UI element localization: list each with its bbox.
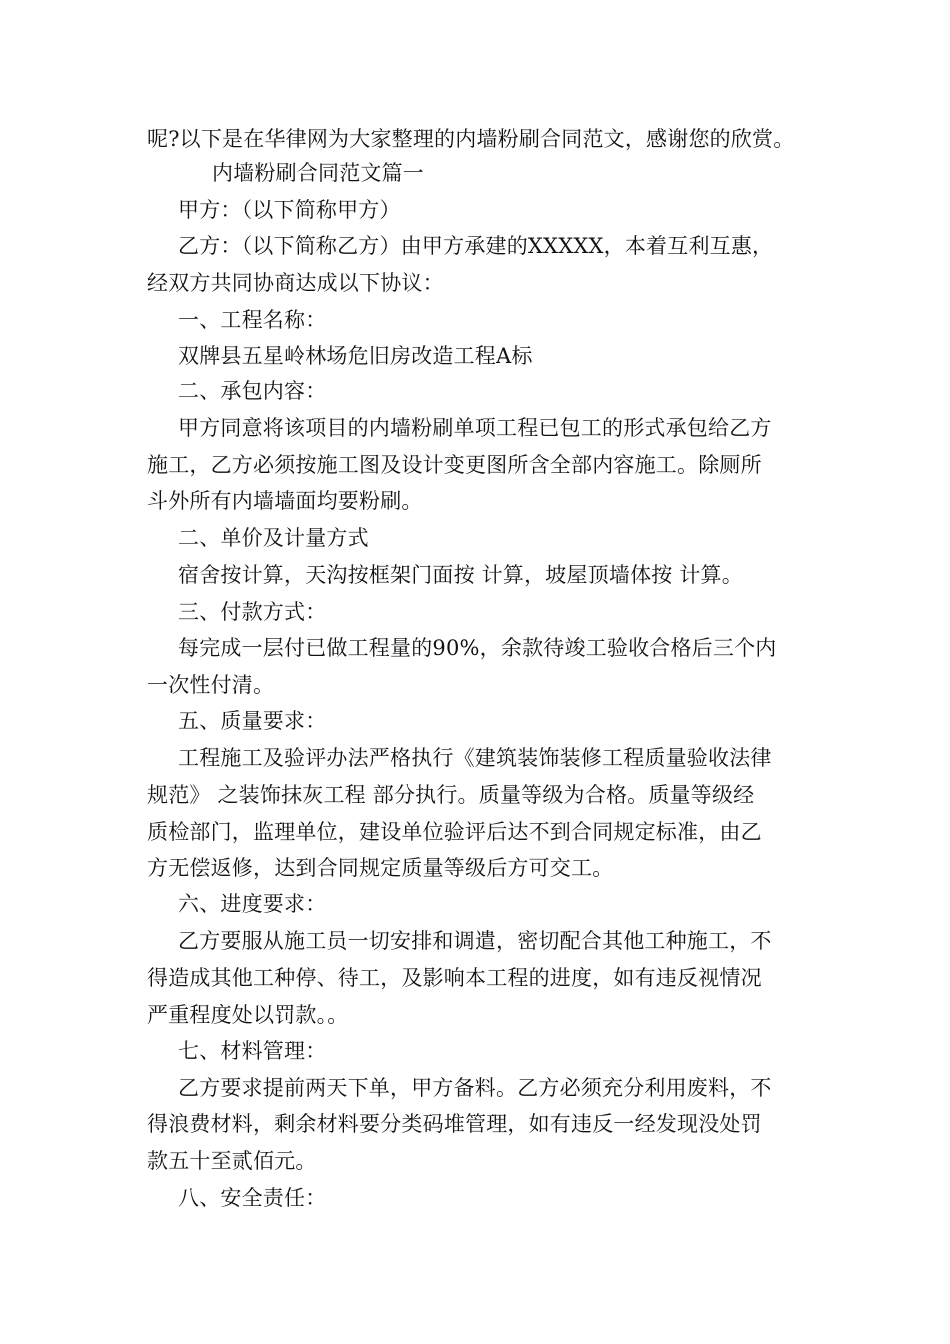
paragraph-line: 乙方要服从施工员一切安排和调遣，密切配合其他工种施工，不 <box>178 929 772 953</box>
section-heading: 二、承包内容： <box>178 379 327 403</box>
section-heading: 八、安全责任： <box>178 1186 327 1210</box>
paragraph-line: 每完成一层付已做工程量的90%，余款待竣工验收合格后三个内 <box>178 636 777 660</box>
paragraph-line: 规范》 之装饰抹灰工程 部分执行。质量等级为合格。质量等级经 <box>147 783 755 807</box>
document-title: 内墙粉刷合同范文篇一 <box>212 161 424 185</box>
paragraph-line: 甲方同意将该项目的内墙粉刷单项工程已包工的形式承包给乙方 <box>178 416 772 440</box>
paragraph-line: 经双方共同协商达成以下协议： <box>147 271 444 295</box>
section-heading: 六、进度要求： <box>178 892 327 916</box>
section-heading: 二、单价及计量方式 <box>178 526 369 550</box>
paragraph-line: 一次性付清。 <box>147 673 275 697</box>
section-heading: 三、付款方式： <box>178 600 327 624</box>
party-b-line: 乙方：（以下简称乙方）由甲方承建的XXXXX，本着互利互惠， <box>178 234 774 258</box>
paragraph-line: 方无偿返修，达到合同规定质量等级后方可交工。 <box>147 856 614 880</box>
paragraph-line: 款五十至贰佰元。 <box>147 1149 317 1173</box>
intro-line: 呢?以下是在华律网为大家整理的内墙粉刷合同范文，感谢您的欣赏。 <box>147 127 795 151</box>
paragraph-line: 施工，乙方必须按施工图及设计变更图所含全部内容施工。除厕所 <box>147 453 762 477</box>
paragraph-line: 工程施工及验评办法严格执行《建筑装饰装修工程质量验收法律 <box>178 746 772 770</box>
section-heading: 七、材料管理： <box>178 1039 327 1063</box>
section-heading: 五、质量要求： <box>178 709 327 733</box>
paragraph-line: 得造成其他工种停、待工，及影响本工程的进度，如有违反视情况 <box>147 966 762 990</box>
paragraph-line: 双牌县五星岭林场危旧房改造工程A标 <box>178 344 533 368</box>
section-heading: 一、工程名称： <box>178 308 327 332</box>
paragraph-line: 乙方要求提前两天下单，甲方备料。乙方必须充分利用废料，不 <box>178 1076 772 1100</box>
paragraph-line: 严重程度处以罚款。。 <box>147 1003 349 1027</box>
paragraph-line: 斗外所有内墙墙面均要粉刷。 <box>147 489 423 513</box>
paragraph-line: 质检部门，监理单位，建设单位验评后达不到合同规定标准，由乙 <box>147 820 762 844</box>
paragraph-line: 宿舍按计算，天沟按框架门面按 计算，坡屋顶墙体按 计算。 <box>178 563 743 587</box>
party-a-line: 甲方：（以下简称甲方） <box>178 198 401 222</box>
paragraph-line: 得浪费材料，剩余材料要分类码堆管理，如有违反一经发现没处罚 <box>147 1112 762 1136</box>
